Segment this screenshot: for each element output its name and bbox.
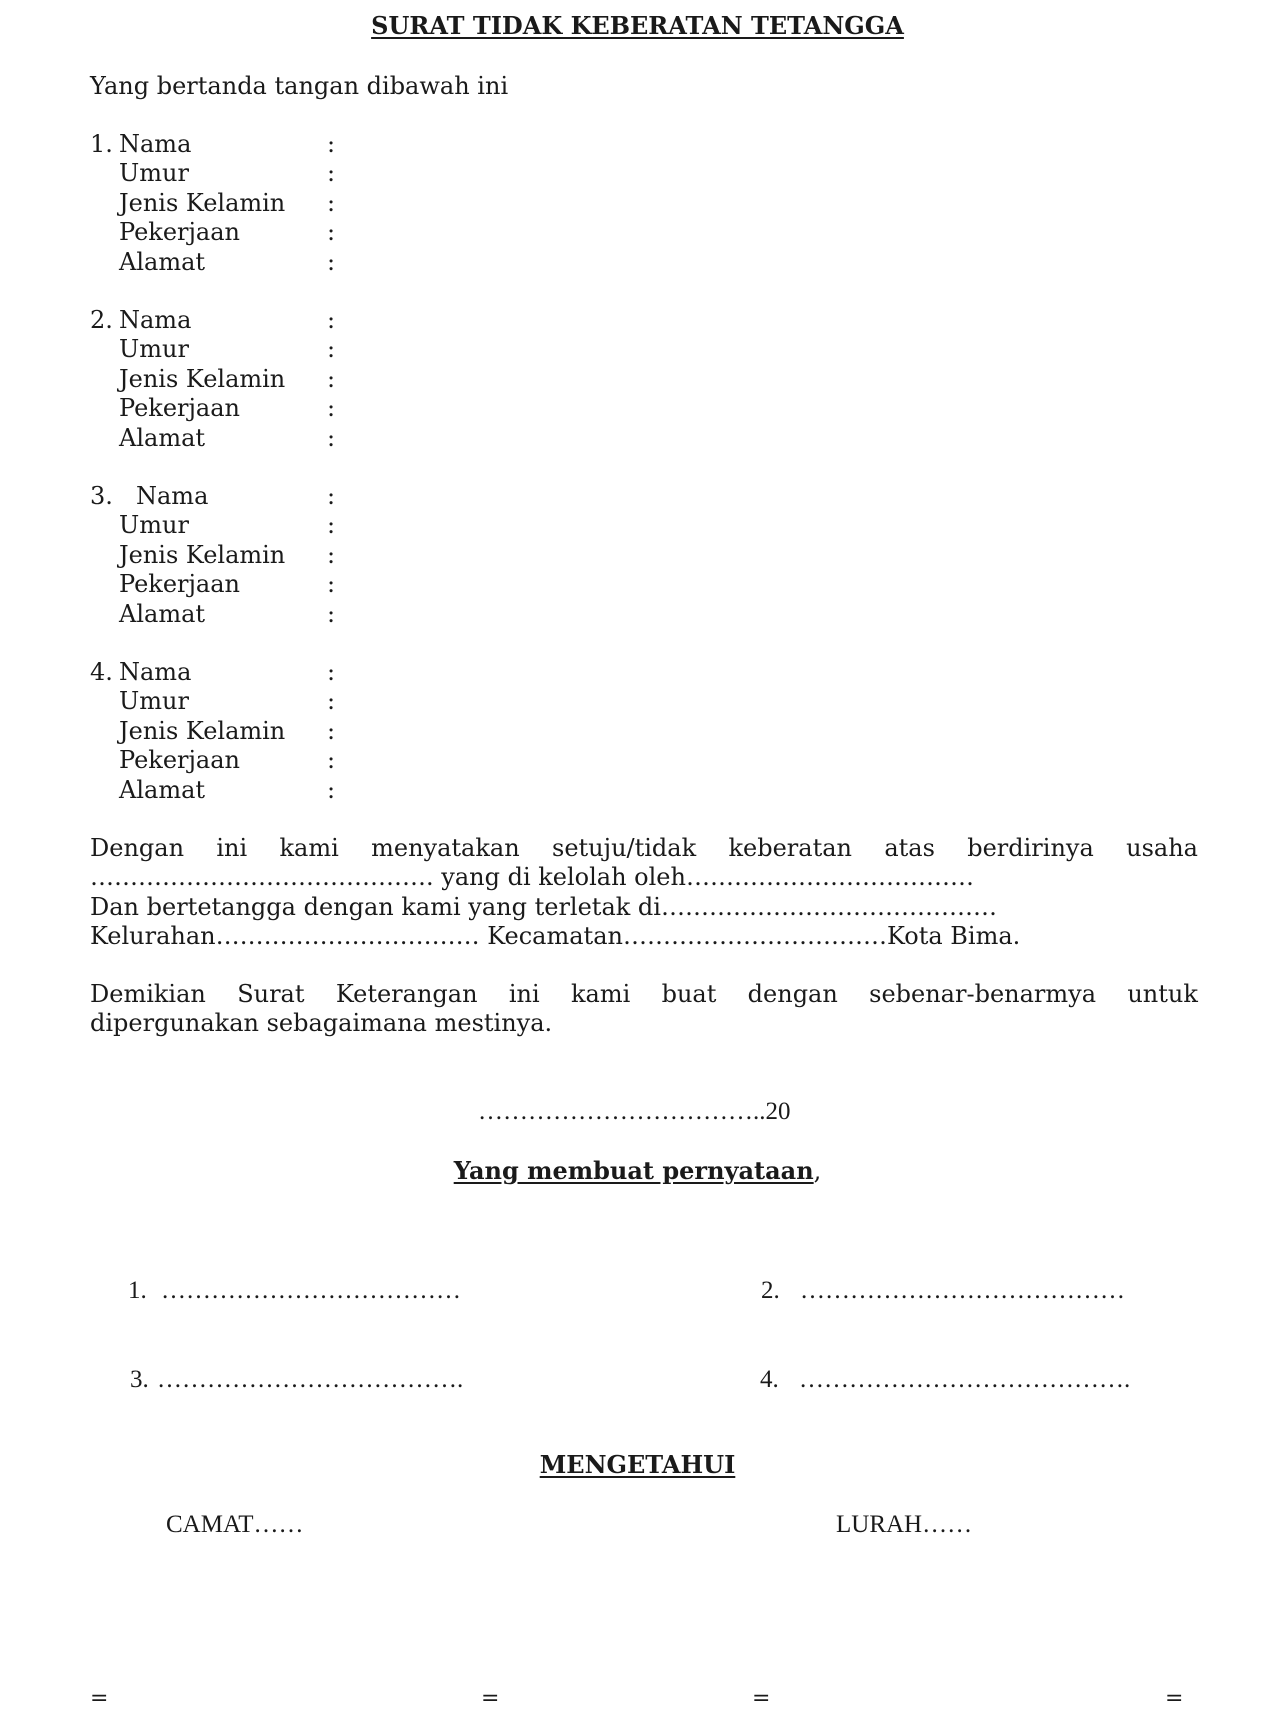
signatory-number: 3. xyxy=(130,1366,149,1393)
signatory-line: ………………………………. xyxy=(157,1366,464,1393)
colon: : xyxy=(327,394,336,422)
field-jenis-kelamin-label: Jenis Kelamin xyxy=(119,717,286,745)
statement-word: atas xyxy=(884,834,935,862)
colon: : xyxy=(327,541,336,569)
colon: : xyxy=(327,687,336,715)
statement-line-3: Dan bertetangga dengan kami yang terletak di…………………………………… xyxy=(90,893,997,921)
field-umur-label: Umur xyxy=(119,511,189,539)
intro-text: Yang bertanda tangan dibawah ini xyxy=(90,72,509,100)
statement-word: keberatan xyxy=(728,834,852,862)
colon: : xyxy=(327,218,336,246)
signers-heading-text: Yang membuat pernyataan xyxy=(453,1156,814,1185)
colon: : xyxy=(327,511,336,539)
document-title: SURAT TIDAK KEBERATAN TETANGGA xyxy=(371,11,904,40)
statement-word: usaha xyxy=(1126,834,1198,862)
closing-word: buat xyxy=(661,980,717,1008)
colon: : xyxy=(327,130,336,158)
signers-heading xyxy=(0,1156,1275,1185)
signatory-number: 4. xyxy=(760,1366,779,1393)
closing-word: untuk xyxy=(1127,980,1198,1008)
colon: : xyxy=(327,658,336,686)
field-nama-label: Nama xyxy=(136,482,209,510)
camat-label: CAMAT…… xyxy=(166,1511,304,1538)
field-alamat-label: Alamat xyxy=(119,424,206,452)
field-alamat-label: Alamat xyxy=(119,600,206,628)
field-umur-label: Umur xyxy=(119,687,189,715)
closing-word: dengan xyxy=(747,980,838,1008)
colon: : xyxy=(327,189,336,217)
statement-word: menyatakan xyxy=(371,834,520,862)
field-umur-label: Umur xyxy=(119,159,189,187)
field-pekerjaan-label: Pekerjaan xyxy=(119,570,241,598)
closing-line-2: dipergunakan sebagaimana mestinya. xyxy=(90,1009,553,1037)
statement-word: setuju/tidak xyxy=(552,834,697,862)
field-pekerjaan-label: Pekerjaan xyxy=(119,394,241,422)
closing-line-1 xyxy=(90,982,1198,1006)
closing-word: kami xyxy=(570,980,631,1008)
field-pekerjaan-label: Pekerjaan xyxy=(119,218,241,246)
statement-word: ini xyxy=(216,834,248,862)
person-number: 3. xyxy=(90,482,113,510)
field-alamat-label: Alamat xyxy=(119,776,206,804)
colon: : xyxy=(327,717,336,745)
statement-word: kami xyxy=(279,834,339,862)
statement-word: Dengan xyxy=(90,834,185,862)
field-nama-label: Nama xyxy=(119,306,192,334)
statement-line-1 xyxy=(90,836,1198,860)
colon: : xyxy=(327,365,336,393)
closing-word: Demikian xyxy=(90,980,206,1008)
colon: : xyxy=(327,335,336,363)
signers-heading-comma: , xyxy=(813,1157,822,1185)
signatory-number: 2. xyxy=(761,1277,780,1304)
colon: : xyxy=(327,570,336,598)
person-number: 4. xyxy=(90,658,113,686)
closing-word: sebenar-benarmya xyxy=(869,980,1097,1008)
signatory-line: ……………………………… xyxy=(161,1277,461,1304)
signatory-line: …………………………………. xyxy=(799,1366,1131,1393)
colon: : xyxy=(327,306,336,334)
closing-word: ini xyxy=(508,980,540,1008)
acknowledge-heading: MENGETAHUI xyxy=(539,1450,736,1479)
bottom-mark: = xyxy=(90,1686,109,1711)
field-jenis-kelamin-label: Jenis Kelamin xyxy=(119,365,286,393)
closing-word: Surat xyxy=(237,980,305,1008)
colon: : xyxy=(327,159,336,187)
signatory-number: 1. xyxy=(128,1277,147,1304)
signatory-4 xyxy=(760,1367,1130,1392)
field-jenis-kelamin-label: Jenis Kelamin xyxy=(119,541,286,569)
field-nama-label: Nama xyxy=(119,658,192,686)
closing-word: Keterangan xyxy=(335,980,478,1008)
field-alamat-label: Alamat xyxy=(119,248,206,276)
signatory-1 xyxy=(128,1278,461,1303)
colon: : xyxy=(327,746,336,774)
lurah-label: LURAH…… xyxy=(836,1511,973,1538)
date-line: ……………………………..20 xyxy=(478,1098,791,1125)
signatory-2 xyxy=(761,1278,1125,1303)
colon: : xyxy=(327,776,336,804)
field-umur-label: Umur xyxy=(119,335,189,363)
person-number: 2. xyxy=(90,306,113,334)
statement-line-2: ……………………………………. yang di kelolah oleh……………………………… xyxy=(90,863,974,891)
bottom-mark: = xyxy=(481,1686,500,1711)
signatory-3 xyxy=(130,1367,463,1392)
colon: : xyxy=(327,248,336,276)
bottom-mark: = xyxy=(752,1686,771,1711)
field-jenis-kelamin-label: Jenis Kelamin xyxy=(119,189,286,217)
field-pekerjaan-label: Pekerjaan xyxy=(119,746,241,774)
statement-line-4: Kelurahan…………………………… Kecamatan……………………………Kota Bima. xyxy=(90,922,1021,950)
colon: : xyxy=(327,600,336,628)
colon: : xyxy=(327,424,336,452)
colon: : xyxy=(327,482,336,510)
person-number: 1. xyxy=(90,130,113,158)
signatory-line: ………………………………… xyxy=(800,1277,1125,1304)
statement-word: berdirinya xyxy=(967,834,1094,862)
field-nama-label: Nama xyxy=(119,130,192,158)
bottom-mark: = xyxy=(1165,1686,1184,1711)
